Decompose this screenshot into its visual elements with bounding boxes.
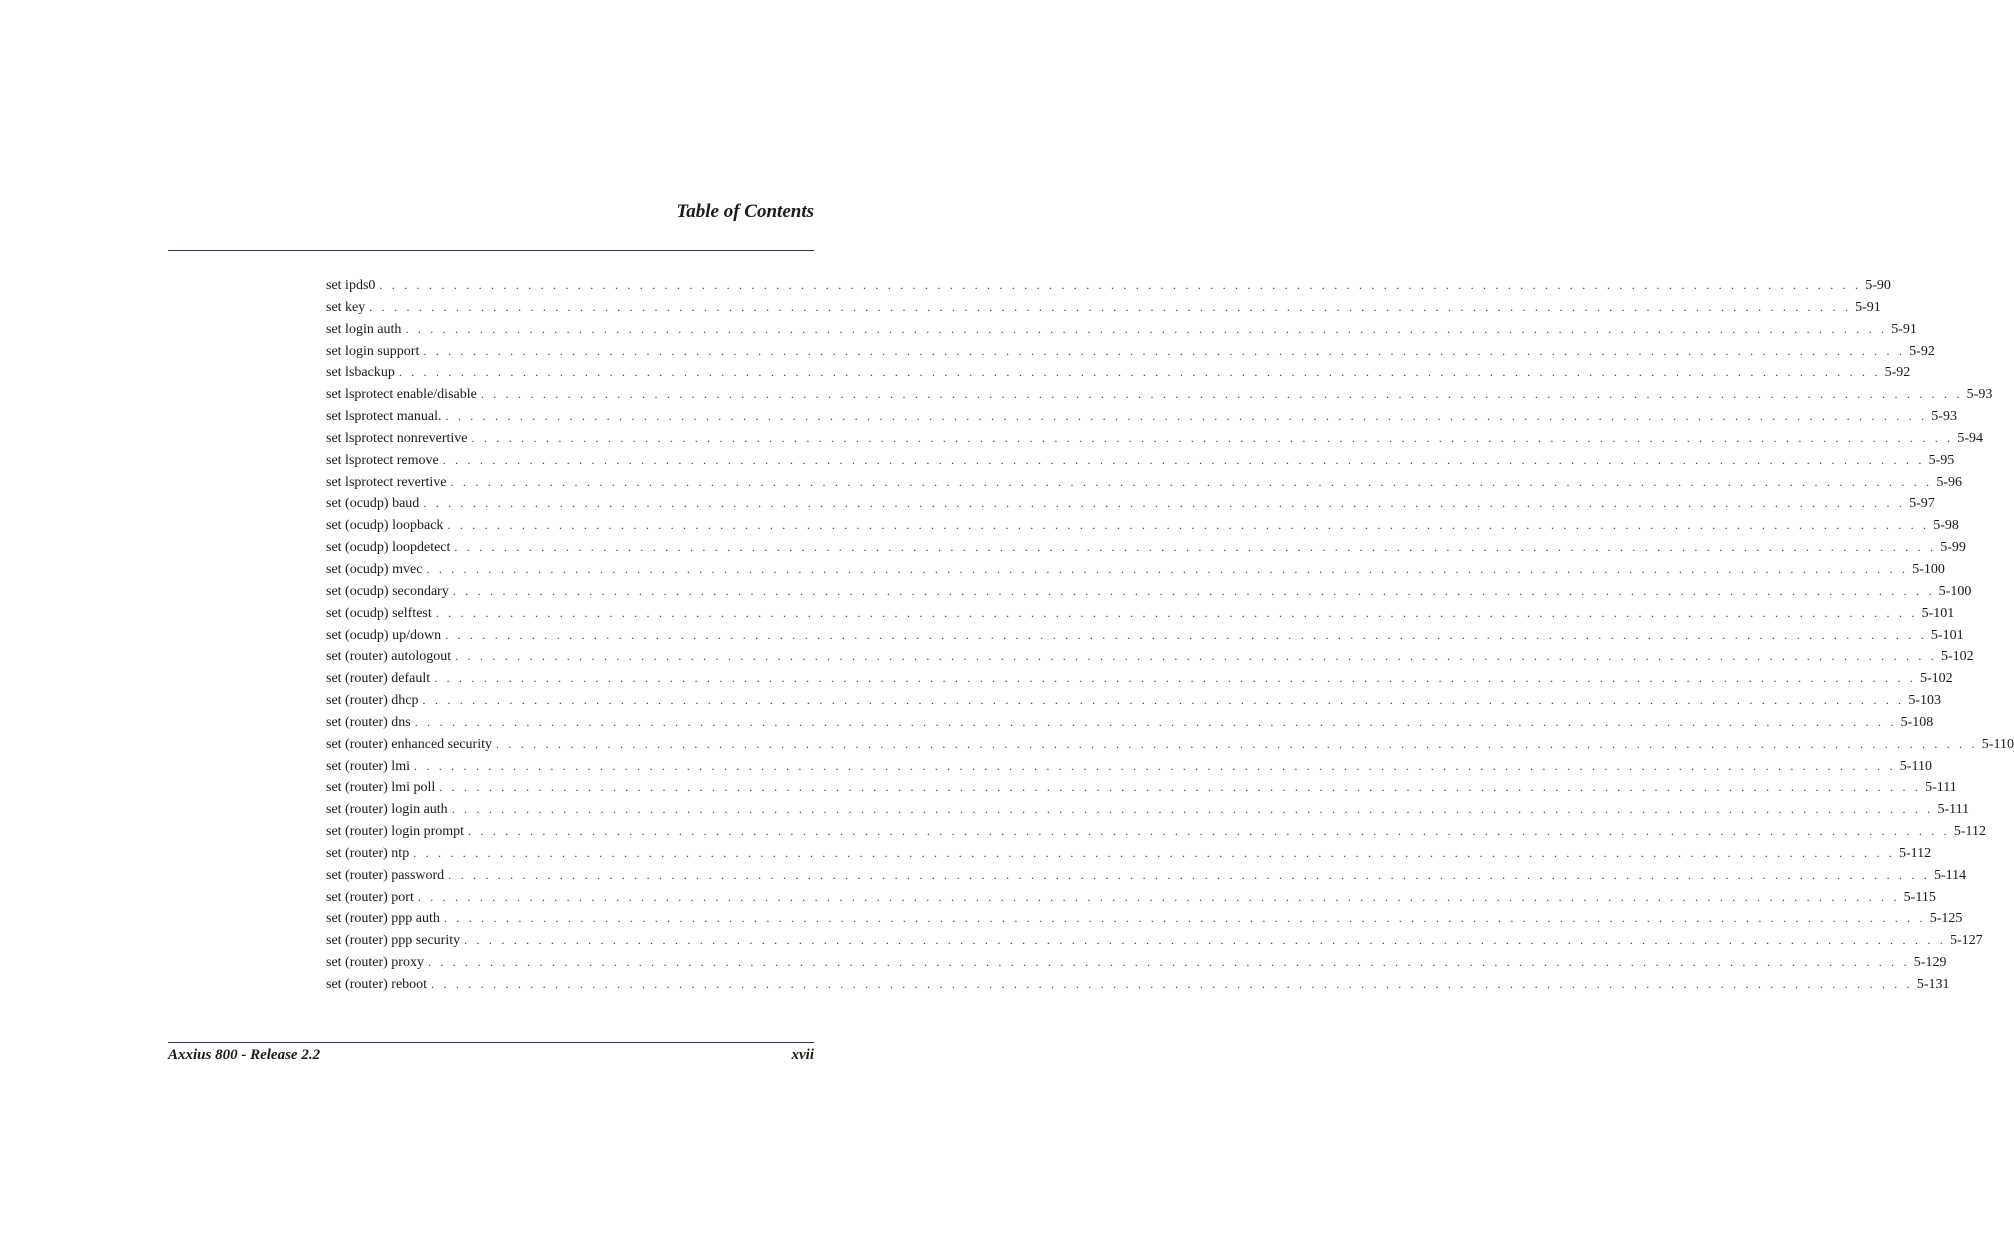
toc-entry-label: set (router) enhanced security bbox=[326, 736, 492, 752]
toc-entry-page: 5-111 bbox=[1925, 780, 1957, 796]
toc-entry-page: 5-131 bbox=[1916, 977, 1950, 992]
toc-entry-page: 5-127 bbox=[1949, 933, 1983, 949]
toc-dot-leader: . . . . . . . . . . . . . . . . . . . . . . . . . . . . . . . . . . . . . . . . . . . . . . . . . . . . . . . . . . . . . . . . . . . . . . . . . . . . . . . . . . . . . . . . . . . . . . . . . . . . . . . . . . . . . . . . . . . . . . . . bbox=[443, 911, 1926, 926]
toc-entry[interactable] bbox=[326, 865, 1967, 887]
toc-entry-label: set (router) ntp bbox=[326, 845, 410, 861]
toc-entry-label: set (router) dns bbox=[326, 714, 411, 730]
toc-entry-page: 5-91 bbox=[1891, 321, 1917, 337]
toc-entry[interactable] bbox=[326, 341, 1935, 363]
toc-entry-label: set (ocudp) up/down bbox=[326, 627, 442, 643]
toc-entry[interactable] bbox=[326, 625, 1964, 647]
toc-entry-page: 5-102 bbox=[1941, 649, 1974, 665]
toc-dot-leader: . . . . . . . . . . . . . . . . . . . . . . . . . . . . . . . . . . . . . . . . . . . . . . . . . . . . . . . . . . . . . . . . . . . . . . . . . . . . . . . . . . . . . . . . . . . . . . . . . . . . . . . . . . . . . . . . . . . . . . . . bbox=[445, 627, 1927, 642]
toc-entry[interactable] bbox=[326, 603, 1955, 625]
toc-dot-leader: . . . . . . . . . . . . . . . . . . . . . . . . . . . . . . . . . . . . . . . . . . . . . . . . . . . . . . . . . . . . . . . . . . . . . . . . . . . . . . . . . . . . . . . . . . . . . . . . . . . . . . . . . . . . . . . . . . . . . . . . bbox=[455, 649, 1937, 664]
toc-dot-leader: . . . . . . . . . . . . . . . . . . . . . . . . . . . . . . . . . . . . . . . . . . . . . . . . . . . . . . . . . . . . . . . . . . . . . . . . . . . . . . . . . . . . . . . . . . . . . . . . . . . . . . . . . . . . . . . . . . . . . . . . bbox=[445, 409, 1928, 424]
toc-entry-page: 5-101 bbox=[1930, 627, 1964, 643]
toc-entry-page: 5-114 bbox=[1934, 867, 1967, 883]
toc-dot-leader: . . . . . . . . . . . . . . . . . . . . . . . . . . . . . . . . . . . . . . . . . . . . . . . . . . . . . . . . . . . . . . . . . . . . . . . . . . . . . . . . . . . . . . . . . . . . . . . . . . . . . . . . . . . . . . . . . . . . . . . . bbox=[447, 518, 1930, 533]
toc-entry[interactable] bbox=[326, 362, 1911, 384]
toc-dot-leader: . . . . . . . . . . . . . . . . . . . . . . . . . . . . . . . . . . . . . . . . . . . . . . . . . . . . . . . . . . . . . . . . . . . . . . . . . . . . . . . . . . . . . . . . . . . . . . . . . . . . . . . . . . . . . . . . . . . . . . . . bbox=[413, 845, 1896, 860]
toc-entry-label: set (router) lmi bbox=[326, 758, 410, 774]
toc-entry-label: set login support bbox=[326, 343, 420, 359]
toc-entry[interactable] bbox=[326, 384, 1993, 406]
toc-entry-label: set (ocudp) secondary bbox=[326, 583, 449, 599]
toc-entry[interactable] bbox=[326, 668, 1953, 690]
toc-entry-page: 5-91 bbox=[1855, 299, 1881, 315]
toc-entry[interactable] bbox=[326, 537, 1966, 559]
toc-entry-label: set key bbox=[326, 299, 366, 315]
toc-entry-page: 5-101 bbox=[1921, 605, 1955, 621]
toc-dot-leader: . . . . . . . . . . . . . . . . . . . . . . . . . . . . . . . . . . . . . . . . . . . . . . . . . . . . . . . . . . . . . . . . . . . . . . . . . . . . . . . . . . . . . . . . . . . . . . . . . . . . . . . . . . . . . . . . . . . . . . . . bbox=[448, 867, 1930, 882]
toc-dot-leader: . . . . . . . . . . . . . . . . . . . . . . . . . . . . . . . . . . . . . . . . . . . . . . . . . . . . . . . . . . . . . . . . . . . . . . . . . . . . . . . . . . . . . . . . . . . . . . . . . . . . . . . . . . . . . . . . . . . . . . . . bbox=[439, 780, 1922, 795]
toc-entry[interactable] bbox=[326, 843, 1932, 865]
toc-entry-label: set login auth bbox=[326, 321, 402, 337]
toc-entry[interactable] bbox=[326, 275, 1891, 297]
toc-entry-label: set lsprotect manual. bbox=[326, 409, 442, 425]
toc-entry-label: set (router) lmi poll bbox=[326, 780, 436, 796]
toc-entry-page: 5-100 bbox=[1938, 583, 1972, 599]
toc-entry-label: set (router) reboot bbox=[326, 977, 428, 992]
toc-entry[interactable] bbox=[326, 712, 1934, 734]
toc-dot-leader: . . . . . . . . . . . . . . . . . . . . . . . . . . . . . . . . . . . . . . . . . . . . . . . . . . . . . . . . . . . . . . . . . . . . . . . . . . . . . . . . . . . . . . . . . . . . . . . . . . . . . . . . . . . . . . . . . . . . . . . . bbox=[434, 671, 1916, 686]
toc-entry-label: set (ocudp) selftest bbox=[326, 605, 432, 621]
toc-entry-page: 5-96 bbox=[1936, 474, 1962, 490]
toc-dot-leader: . . . . . . . . . . . . . . . . . . . . . . . . . . . . . . . . . . . . . . . . . . . . . . . . . . . . . . . . . . . . . . . . . . . . . . . . . . . . . . . . . . . . . . . . . . . . . . . . . . . . . . . . . . . . . . . . . . . . . . . . bbox=[450, 474, 1933, 489]
toc-entry-page: 5-93 bbox=[1966, 387, 1993, 403]
toc-entry-page: 5-110 bbox=[1981, 736, 2014, 752]
toc-entry-page: 5-129 bbox=[1913, 955, 1947, 971]
toc-dot-leader: . . . . . . . . . . . . . . . . . . . . . . . . . . . . . . . . . . . . . . . . . . . . . . . . . . . . . . . . . . . . . . . . . . . . . . . . . . . . . . . . . . . . . . . . . . . . . . . . . . . . . . . . . . . . . . . . . . . . . . . . bbox=[442, 452, 1925, 467]
header-divider bbox=[168, 250, 814, 251]
toc-entry[interactable] bbox=[326, 493, 1935, 515]
toc-entry-label: set (ocudp) loopdetect bbox=[326, 540, 451, 556]
toc-dot-leader: . . . . . . . . . . . . . . . . . . . . . . . . . . . . . . . . . . . . . . . . . . . . . . . . . . . . . . . . . . . . . . . . . . . . . . . . . . . . . . . . . . . . . . . . . . . . . . . . . . . . . . . . . . . . . . . . . . . . . . . . bbox=[471, 430, 1954, 445]
toc-dot-leader: . . . . . . . . . . . . . . . . . . . . . . . . . . . . . . . . . . . . . . . . . . . . . . . . . . . . . . . . . . . . . . . . . . . . . . . . . . . . . . . . . . . . . . . . . . . . . . . . . . . . . . . . . . . . . . . . . . . . . . . . bbox=[426, 561, 1909, 576]
toc-entry[interactable] bbox=[326, 756, 1932, 778]
toc-entry[interactable] bbox=[326, 887, 1936, 909]
toc-dot-leader: . . . . . . . . . . . . . . . . . . . . . . . . . . . . . . . . . . . . . . . . . . . . . . . . . . . . . . . . . . . . . . . . . . . . . . . . . . . . . . . . . . . . . . . . . . . . . . . . . . . . . . . . . . . . . . . . . . . . . . . . bbox=[405, 321, 1888, 336]
toc-entry[interactable] bbox=[326, 734, 2014, 756]
toc-dot-leader: . . . . . . . . . . . . . . . . . . . . . . . . . . . . . . . . . . . . . . . . . . . . . . . . . . . . . . . . . . . . . . . . . . . . . . . . . . . . . . . . . . . . . . . . . . . . . . . . . . . . . . . . . . . . . . . . . . . . . . . . bbox=[495, 736, 1978, 751]
toc-dot-leader: . . . . . . . . . . . . . . . . . . . . . . . . . . . . . . . . . . . . . . . . . . . . . . . . . . . . . . . . . . . . . . . . . . . . . . . . . . . . . . . . . . . . . . . . . . . . . . . . . . . . . . . . . . . . . . . . . . . . . . . . bbox=[413, 758, 1896, 773]
toc-entry-page: 5-92 bbox=[1909, 343, 1935, 359]
toc-dot-leader: . . . . . . . . . . . . . . . . . . . . . . . . . . . . . . . . . . . . . . . . . . . . . . . . . . . . . . . . . . . . . . . . . . . . . . . . . . . . . . . . . . . . . . . . . . . . . . . . . . . . . . . . . . . . . . . . . . . . . . . . bbox=[435, 605, 1918, 620]
toc-entry[interactable] bbox=[326, 799, 1970, 821]
toc-entry[interactable] bbox=[326, 428, 1983, 450]
toc-entry[interactable] bbox=[326, 646, 1974, 668]
toc-entry-label: set (router) dhcp bbox=[326, 693, 419, 709]
toc-entry-page: 5-100 bbox=[1912, 561, 1945, 577]
footer-document-title: Axxius 800 - Release 2.2 bbox=[168, 1047, 321, 1063]
footer-divider bbox=[168, 1042, 814, 1043]
toc-entry[interactable] bbox=[326, 908, 1963, 930]
toc-entry-page: 5-93 bbox=[1931, 409, 1957, 425]
toc-entry[interactable] bbox=[326, 777, 1957, 799]
toc-entry[interactable] bbox=[326, 930, 1983, 952]
toc-entry-label: set (ocudp) loopback bbox=[326, 518, 444, 534]
toc-entry-page: 5-95 bbox=[1928, 452, 1955, 468]
toc-entry-label: set (router) ppp auth bbox=[326, 911, 440, 927]
toc-entry-page: 5-108 bbox=[1900, 714, 1934, 730]
toc-entry-label: set (ocudp) mvec bbox=[326, 561, 423, 577]
toc-entry-page: 5-111 bbox=[1937, 802, 1970, 818]
toc-entry[interactable] bbox=[326, 581, 1972, 603]
toc-entry-label: set lsprotect enable/disable bbox=[326, 387, 477, 403]
toc-entry-label: set (ocudp) baud bbox=[326, 496, 420, 512]
toc-entry-label: set lsprotect remove bbox=[326, 452, 439, 468]
toc-entry-label: set lsprotect revertive bbox=[326, 474, 447, 490]
toc-dot-leader: . . . . . . . . . . . . . . . . . . . . . . . . . . . . . . . . . . . . . . . . . . . . . . . . . . . . . . . . . . . . . . . . . . . . . . . . . . . . . . . . . . . . . . . . . . . . . . . . . . . . . . . . . . . . . . . . . . . . . . . . bbox=[452, 583, 1935, 598]
toc-entry-label: set (router) autologout bbox=[326, 649, 452, 665]
toc-entry[interactable] bbox=[326, 690, 1942, 712]
toc-entry-label: set (router) default bbox=[326, 671, 431, 687]
toc-entry[interactable] bbox=[326, 450, 1955, 472]
toc-dot-leader: . . . . . . . . . . . . . . . . . . . . . . . . . . . . . . . . . . . . . . . . . . . . . . . . . . . . . . . . . . . . . . . . . . . . . . . . . . . . . . . . . . . . . . . . . . . . . . . . . . . . . . . . . . . . . . . . . . . . . . . . bbox=[379, 278, 1862, 292]
toc-entry[interactable] bbox=[326, 406, 1957, 428]
toc-entry-label: set ipds0 bbox=[326, 278, 376, 293]
toc-dot-leader: . . . . . . . . . . . . . . . . . . . . . . . . . . . . . . . . . . . . . . . . . . . . . . . . . . . . . . . . . . . . . . . . . . . . . . . . . . . . . . . . . . . . . . . . . . . . . . . . . . . . . . . . . . . . . . . . . . . . . . . . bbox=[422, 693, 1905, 708]
toc-dot-leader: . . . . . . . . . . . . . . . . . . . . . . . . . . . . . . . . . . . . . . . . . . . . . . . . . . . . . . . . . . . . . . . . . . . . . . . . . . . . . . . . . . . . . . . . . . . . . . . . . . . . . . . . . . . . . . . . . . . . . . . . bbox=[427, 955, 1910, 970]
page-title: Table of Contents bbox=[676, 201, 814, 222]
toc-entry-page: 5-125 bbox=[1929, 911, 1963, 927]
toc-entry-label: set (router) login prompt bbox=[326, 824, 465, 840]
toc-entry[interactable] bbox=[326, 515, 1959, 537]
toc-dot-leader: . . . . . . . . . . . . . . . . . . . . . . . . . . . . . . . . . . . . . . . . . . . . . . . . . . . . . . . . . . . . . . . . . . . . . . . . . . . . . . . . . . . . . . . . . . . . . . . . . . . . . . . . . . . . . . . . . . . . . . . . bbox=[464, 933, 1946, 948]
toc-entry[interactable] bbox=[326, 297, 1881, 319]
toc-entry-label: set (router) login auth bbox=[326, 802, 448, 818]
toc-entry[interactable] bbox=[326, 559, 1945, 581]
toc-dot-leader: . . . . . . . . . . . . . . . . . . . . . . . . . . . . . . . . . . . . . . . . . . . . . . . . . . . . . . . . . . . . . . . . . . . . . . . . . . . . . . . . . . . . . . . . . . . . . . . . . . . . . . . . . . . . . . . . . . . . . . . . bbox=[414, 714, 1897, 729]
toc-entry-page: 5-112 bbox=[1899, 845, 1932, 861]
toc-entry-page: 5-90 bbox=[1865, 278, 1891, 293]
toc-entry[interactable] bbox=[326, 319, 1917, 341]
table-of-contents bbox=[326, 275, 2014, 996]
toc-entry-page: 5-115 bbox=[1903, 889, 1936, 905]
toc-dot-leader: . . . . . . . . . . . . . . . . . . . . . . . . . . . . . . . . . . . . . . . . . . . . . . . . . . . . . . . . . . . . . . . . . . . . . . . . . . . . . . . . . . . . . . . . . . . . . . . . . . . . . . . . . . . . . . . . . . . . . . . . bbox=[369, 299, 1852, 314]
toc-dot-leader: . . . . . . . . . . . . . . . . . . . . . . . . . . . . . . . . . . . . . . . . . . . . . . . . . . . . . . . . . . . . . . . . . . . . . . . . . . . . . . . . . . . . . . . . . . . . . . . . . . . . . . . . . . . . . . . . . . . . . . . . bbox=[454, 540, 1937, 555]
toc-entry[interactable] bbox=[326, 472, 1962, 494]
toc-dot-leader: . . . . . . . . . . . . . . . . . . . . . . . . . . . . . . . . . . . . . . . . . . . . . . . . . . . . . . . . . . . . . . . . . . . . . . . . . . . . . . . . . . . . . . . . . . . . . . . . . . . . . . . . . . . . . . . . . . . . . . . . bbox=[398, 365, 1881, 380]
toc-dot-leader: . . . . . . . . . . . . . . . . . . . . . . . . . . . . . . . . . . . . . . . . . . . . . . . . . . . . . . . . . . . . . . . . . . . . . . . . . . . . . . . . . . . . . . . . . . . . . . . . . . . . . . . . . . . . . . . . . . . . . . . . bbox=[468, 824, 1950, 839]
toc-entry-label: set lsbackup bbox=[326, 365, 395, 381]
toc-entry-label: set (router) ppp security bbox=[326, 933, 461, 949]
toc-dot-leader: . . . . . . . . . . . . . . . . . . . . . . . . . . . . . . . . . . . . . . . . . . . . . . . . . . . . . . . . . . . . . . . . . . . . . . . . . . . . . . . . . . . . . . . . . . . . . . . . . . . . . . . . . . . . . . . . . . . . . . . . bbox=[431, 977, 1913, 991]
toc-entry-page: 5-97 bbox=[1909, 496, 1935, 512]
toc-entry-page: 5-99 bbox=[1940, 540, 1966, 556]
toc-entry-page: 5-110 bbox=[1899, 758, 1932, 774]
toc-entry-page: 5-102 bbox=[1920, 671, 1953, 687]
toc-entry-label: set lsprotect nonrevertive bbox=[326, 430, 468, 446]
toc-dot-leader: . . . . . . . . . . . . . . . . . . . . . . . . . . . . . . . . . . . . . . . . . . . . . . . . . . . . . . . . . . . . . . . . . . . . . . . . . . . . . . . . . . . . . . . . . . . . . . . . . . . . . . . . . . . . . . . . . . . . . . . . bbox=[417, 889, 1900, 904]
toc-entry[interactable] bbox=[326, 952, 1947, 974]
footer-page-number: xvii bbox=[791, 1047, 814, 1063]
toc-entry[interactable] bbox=[326, 821, 1986, 843]
toc-entry-page: 5-98 bbox=[1933, 518, 1959, 534]
toc-dot-leader: . . . . . . . . . . . . . . . . . . . . . . . . . . . . . . . . . . . . . . . . . . . . . . . . . . . . . . . . . . . . . . . . . . . . . . . . . . . . . . . . . . . . . . . . . . . . . . . . . . . . . . . . . . . . . . . . . . . . . . . . bbox=[423, 496, 1906, 511]
toc-entry-page: 5-112 bbox=[1953, 824, 1986, 840]
toc-dot-leader: . . . . . . . . . . . . . . . . . . . . . . . . . . . . . . . . . . . . . . . . . . . . . . . . . . . . . . . . . . . . . . . . . . . . . . . . . . . . . . . . . . . . . . . . . . . . . . . . . . . . . . . . . . . . . . . . . . . . . . . . bbox=[480, 387, 1963, 402]
toc-entry-page: 5-92 bbox=[1884, 365, 1911, 381]
toc-entry-label: set (router) password bbox=[326, 867, 445, 883]
toc-dot-leader: . . . . . . . . . . . . . . . . . . . . . . . . . . . . . . . . . . . . . . . . . . . . . . . . . . . . . . . . . . . . . . . . . . . . . . . . . . . . . . . . . . . . . . . . . . . . . . . . . . . . . . . . . . . . . . . . . . . . . . . . bbox=[451, 802, 1934, 817]
toc-entry-page: 5-94 bbox=[1957, 430, 1983, 446]
toc-entry[interactable] bbox=[326, 974, 1950, 996]
toc-entry-page: 5-103 bbox=[1908, 693, 1942, 709]
toc-dot-leader: . . . . . . . . . . . . . . . . . . . . . . . . . . . . . . . . . . . . . . . . . . . . . . . . . . . . . . . . . . . . . . . . . . . . . . . . . . . . . . . . . . . . . . . . . . . . . . . . . . . . . . . . . . . . . . . . . . . . . . . . bbox=[423, 343, 1906, 358]
toc-entry-label: set (router) proxy bbox=[326, 955, 424, 971]
toc-entry-label: set (router) port bbox=[326, 889, 414, 905]
